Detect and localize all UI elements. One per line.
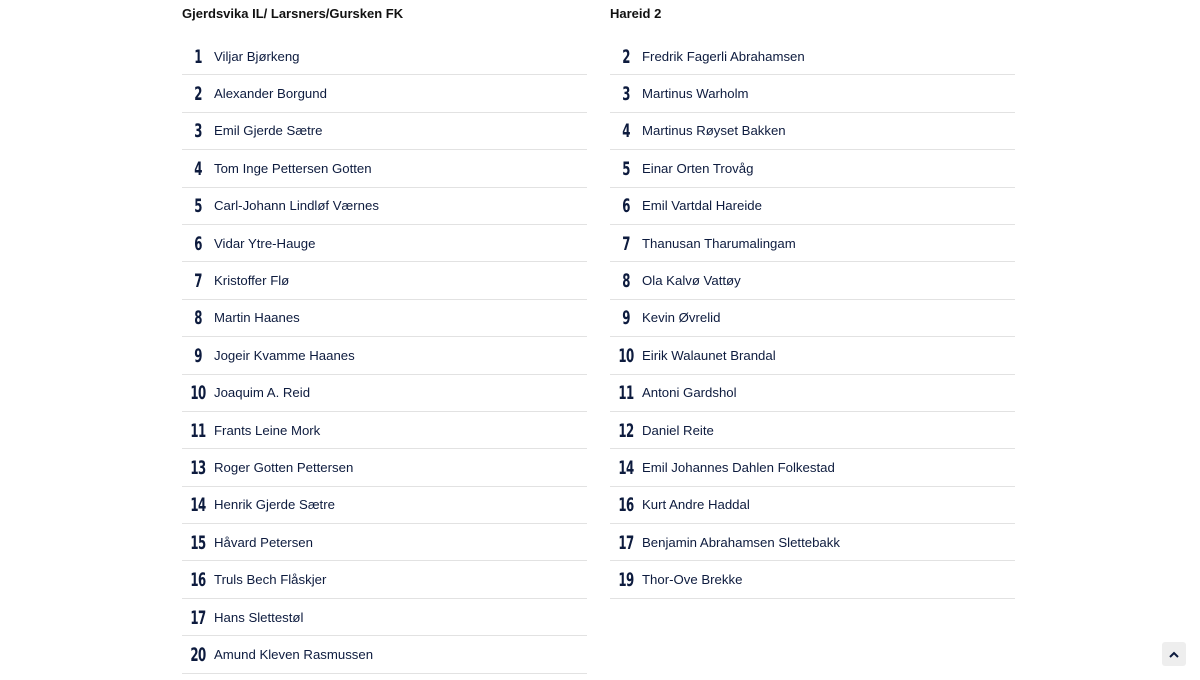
player-number: 1 <box>194 45 202 68</box>
player-number: 19 <box>618 569 634 592</box>
player-row <box>182 561 587 598</box>
player-name: Roger Gotten Pettersen <box>214 459 354 475</box>
player-number: 11 <box>618 382 634 405</box>
player-name: Amund Kleven Rasmussen <box>214 646 374 662</box>
player-name: Antoni Gardshol <box>642 385 737 401</box>
player-number: 7 <box>622 232 630 255</box>
player-name: Martin Haanes <box>214 310 300 326</box>
player-row <box>182 38 587 75</box>
player-number: 9 <box>194 344 202 367</box>
team-title: Hareid 2 <box>610 6 662 21</box>
player-row <box>182 262 587 299</box>
player-number: 8 <box>622 270 630 293</box>
player-number: 10 <box>190 382 206 405</box>
player-number: 12 <box>618 419 634 442</box>
player-name: Kurt Andre Haddal <box>642 497 750 513</box>
player-name: Carl-Johann Lindløf Værnes <box>214 198 379 214</box>
player-row <box>610 188 1015 225</box>
player-row <box>182 75 587 112</box>
player-row <box>610 449 1015 486</box>
player-number: 16 <box>190 569 206 592</box>
player-name: Kevin Øvrelid <box>642 310 721 326</box>
player-number: 2 <box>622 45 630 68</box>
chevron-up-icon <box>1169 651 1179 658</box>
player-row <box>182 412 587 449</box>
scroll-to-top-button[interactable] <box>1162 642 1186 666</box>
player-row <box>610 300 1015 337</box>
player-number: 17 <box>190 606 206 629</box>
player-number: 20 <box>190 643 206 666</box>
player-number: 5 <box>622 157 630 180</box>
player-row <box>182 225 587 262</box>
player-number: 6 <box>622 195 630 218</box>
player-name: Daniel Reite <box>642 422 714 438</box>
player-row <box>610 337 1015 374</box>
player-list <box>610 38 1015 599</box>
player-name: Fredrik Fagerli Abrahamsen <box>642 48 805 64</box>
player-number: 6 <box>194 232 202 255</box>
player-row <box>182 636 587 673</box>
player-name: Eirik Walaunet Brandal <box>642 347 776 363</box>
player-row <box>182 375 587 412</box>
player-row <box>182 113 587 150</box>
player-name: Viljar Bjørkeng <box>214 48 300 64</box>
player-row <box>610 150 1015 187</box>
player-number: 13 <box>190 456 206 479</box>
player-number: 8 <box>194 307 202 330</box>
player-number: 9 <box>622 307 630 330</box>
player-row <box>610 262 1015 299</box>
player-number: 17 <box>618 531 634 554</box>
player-row <box>610 561 1015 598</box>
player-row <box>182 188 587 225</box>
player-number: 3 <box>622 83 630 106</box>
player-name: Jogeir Kvamme Haanes <box>214 347 355 363</box>
player-name: Emil Vartdal Hareide <box>642 198 762 214</box>
player-name: Alexander Borgund <box>214 86 327 102</box>
player-name: Benjamin Abrahamsen Slettebakk <box>642 534 840 550</box>
player-name: Emil Gjerde Sætre <box>214 123 323 139</box>
player-number: 14 <box>190 494 206 517</box>
player-name: Vidar Ytre-Hauge <box>214 235 316 251</box>
player-name: Håvard Petersen <box>214 534 313 550</box>
player-number: 3 <box>194 120 202 143</box>
player-row <box>610 75 1015 112</box>
player-row <box>182 150 587 187</box>
player-number: 15 <box>190 531 206 554</box>
player-row <box>182 449 587 486</box>
player-name: Kristoffer Flø <box>214 273 290 289</box>
player-name: Emil Johannes Dahlen Folkestad <box>642 459 835 475</box>
player-number: 7 <box>194 270 202 293</box>
player-number: 16 <box>618 494 634 517</box>
player-name: Ola Kalvø Vattøy <box>642 273 741 289</box>
player-name: Hans Slettestøl <box>214 609 304 625</box>
player-name: Thor-Ove Brekke <box>642 572 743 588</box>
player-row <box>610 487 1015 524</box>
player-number: 5 <box>194 195 202 218</box>
player-name: Truls Bech Flåskjer <box>214 572 327 588</box>
player-row <box>182 524 587 561</box>
player-name: Thanusan Tharumalingam <box>642 235 796 251</box>
player-name: Martinus Røyset Bakken <box>642 123 786 139</box>
player-row <box>610 113 1015 150</box>
player-row <box>182 599 587 636</box>
player-name: Frants Leine Mork <box>214 422 321 438</box>
player-row <box>610 412 1015 449</box>
player-row <box>182 300 587 337</box>
player-number: 4 <box>194 157 202 180</box>
player-row <box>610 38 1015 75</box>
player-number: 10 <box>618 344 634 367</box>
player-row <box>610 225 1015 262</box>
player-name: Einar Orten Trovåg <box>642 160 754 176</box>
player-number: 4 <box>622 120 630 143</box>
team-title: Gjerdsvika IL/ Larsners/Gursken FK <box>182 6 404 21</box>
player-name: Joaquim A. Reid <box>214 385 311 401</box>
player-row <box>182 487 587 524</box>
player-row <box>610 524 1015 561</box>
player-name: Martinus Warholm <box>642 86 749 102</box>
player-row <box>182 337 587 374</box>
player-number: 11 <box>190 419 206 442</box>
player-number: 2 <box>194 83 202 106</box>
player-list <box>182 38 587 674</box>
player-name: Tom Inge Pettersen Gotten <box>214 160 372 176</box>
player-number: 14 <box>618 456 634 479</box>
player-row <box>610 375 1015 412</box>
player-name: Henrik Gjerde Sætre <box>214 497 335 513</box>
